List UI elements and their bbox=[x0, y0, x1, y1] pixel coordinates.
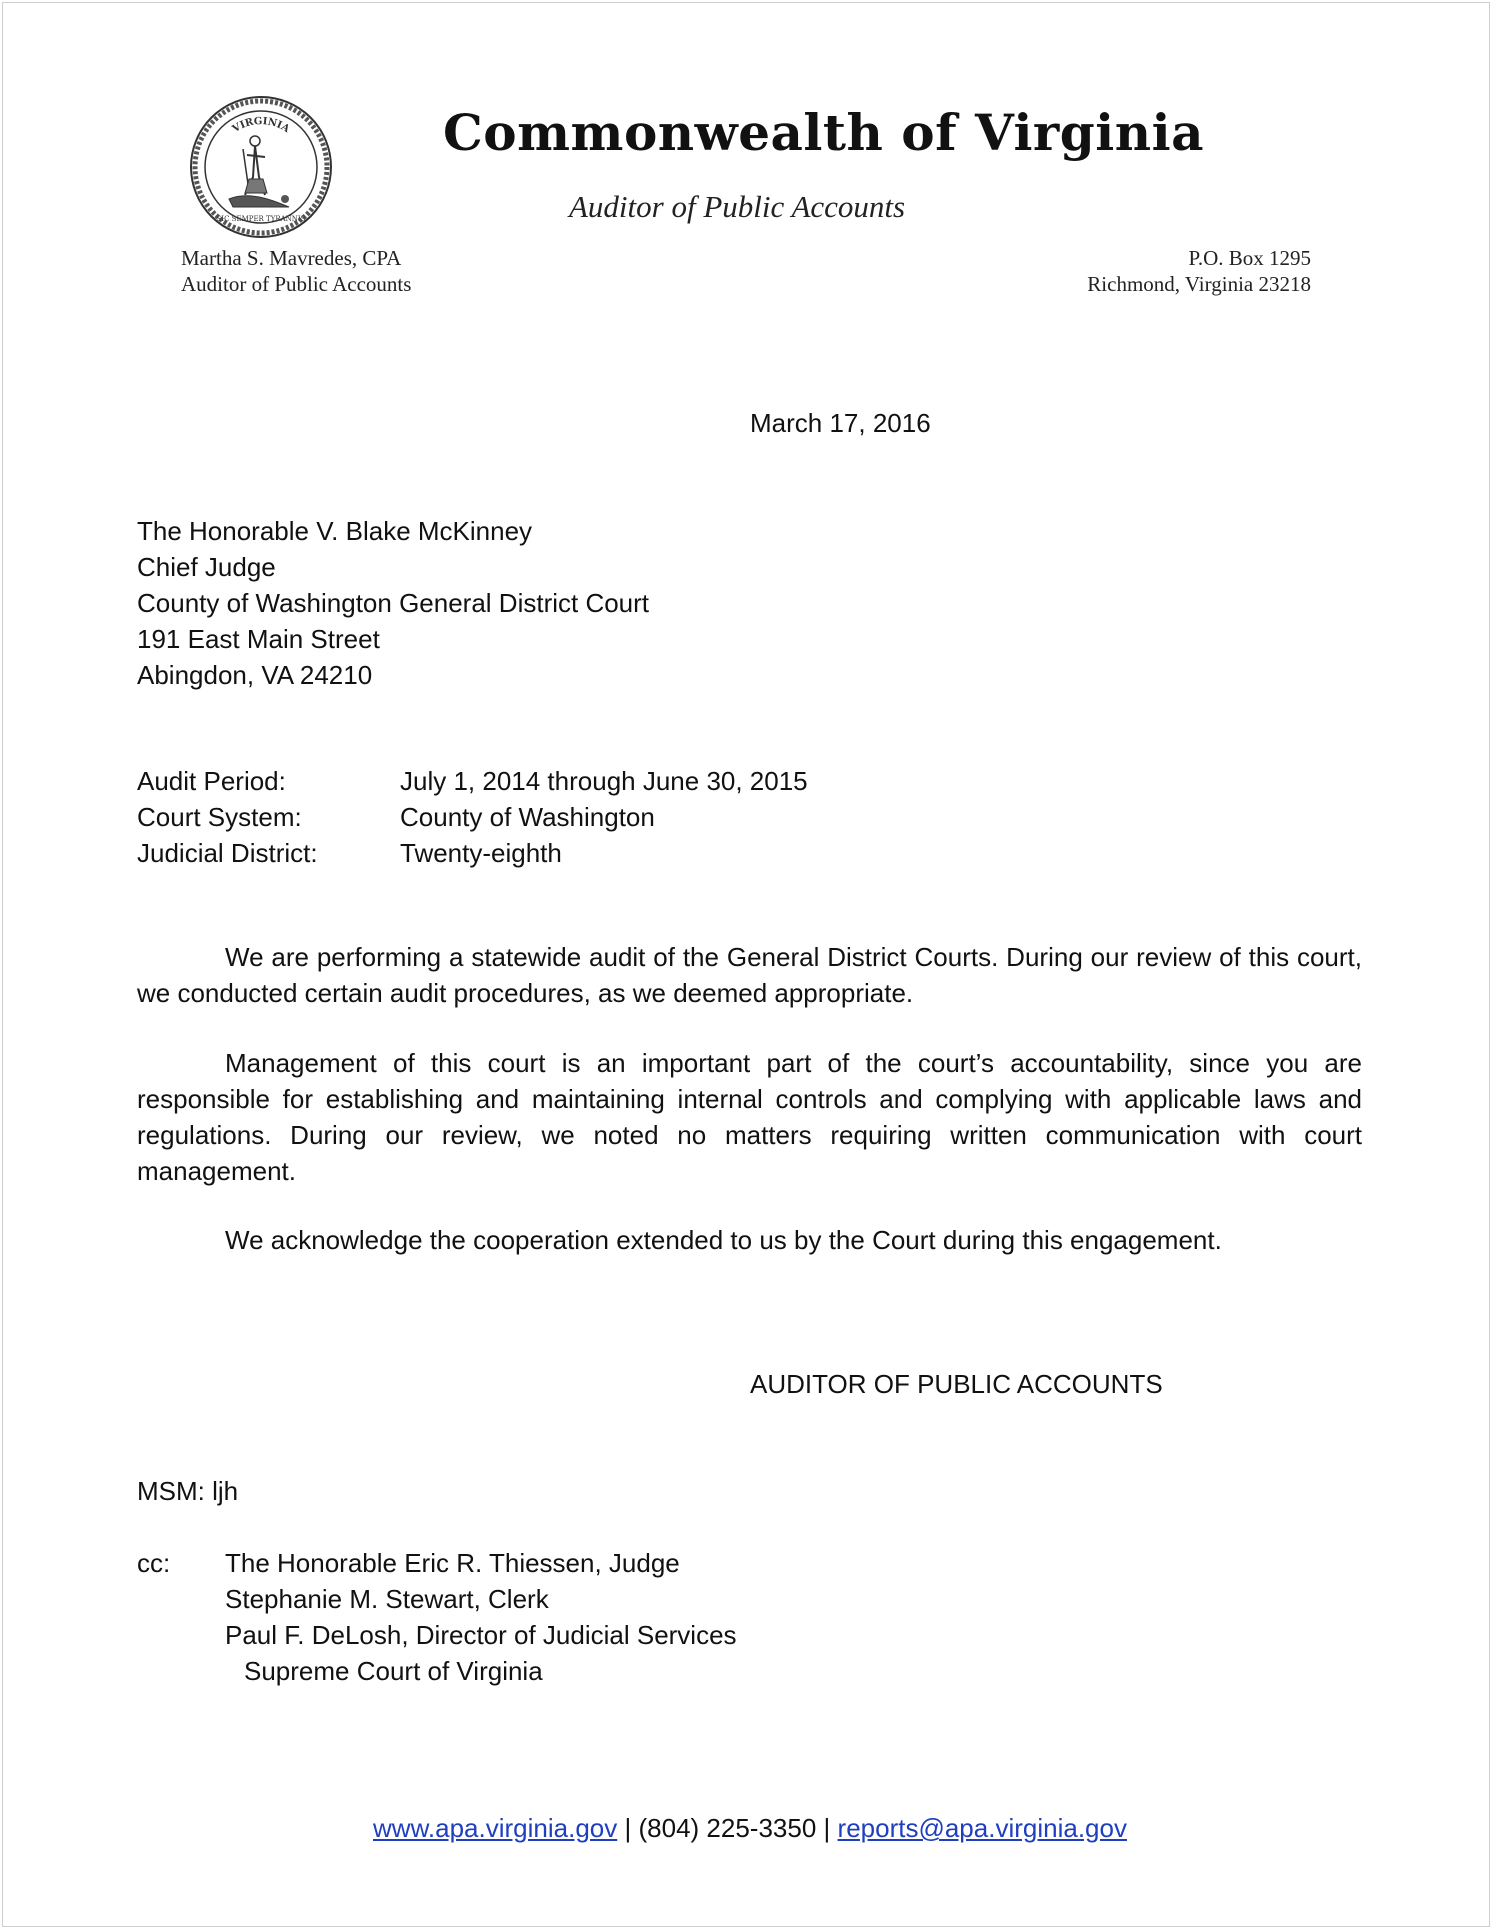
cc-block bbox=[137, 1545, 737, 1689]
virginia-state-seal-icon bbox=[189, 95, 333, 239]
email-link[interactable]: reports@apa.virginia.gov bbox=[837, 1813, 1127, 1843]
audit-info-value: County of Washington bbox=[400, 802, 655, 832]
recipient-line: 191 East Main Street bbox=[137, 624, 380, 654]
footer-separator: | bbox=[624, 1813, 632, 1843]
body-paragraph bbox=[137, 939, 1362, 1011]
cc-recipient: The Honorable Eric R. Thiessen, Judge bbox=[225, 1548, 680, 1578]
reference-initials: MSM: ljh bbox=[137, 1476, 239, 1506]
recipient-line: The Honorable V. Blake McKinney bbox=[137, 516, 533, 546]
cc-recipient: Supreme Court of Virginia bbox=[244, 1656, 543, 1686]
audit-info-row bbox=[137, 799, 808, 835]
city-state-zip: Richmond, Virginia 23218 bbox=[1087, 272, 1311, 296]
audit-info-label: Court System: bbox=[137, 802, 302, 832]
cc-recipient: Paul F. DeLosh, Director of Judicial Services bbox=[225, 1620, 737, 1650]
paragraph-text: We are performing a statewide audit of the General District Courts. During our review of this court, we conducted certain audit procedures, as we deemed appropriate. bbox=[137, 942, 1362, 1008]
svg-text:SIC SEMPER TYRANNIS: SIC SEMPER TYRANNIS bbox=[216, 215, 306, 223]
audit-info-label: Audit Period: bbox=[137, 766, 286, 796]
footer-separator: | bbox=[823, 1813, 831, 1843]
recipient-address bbox=[137, 513, 649, 693]
recipient-line: Abingdon, VA 24210 bbox=[137, 660, 373, 690]
paragraph-text: Management of this court is an important part of the court’s accountability, since you are responsible for establishing and maintaining internal controls and complying with applicable laws and regulations. During our review, we noted no matters requiring written communication with court management. bbox=[137, 1048, 1362, 1186]
po-box: P.O. Box 1295 bbox=[1188, 246, 1311, 270]
letterhead-title: Commonwealth of Virginia bbox=[443, 103, 1204, 162]
recipient-line: County of Washington General District Court bbox=[137, 588, 650, 618]
auditor-name-block bbox=[181, 245, 411, 297]
auditor-name: Martha S. Mavredes, CPA bbox=[181, 246, 402, 270]
body-paragraph bbox=[137, 1045, 1362, 1189]
cc-recipient: Stephanie M. Stewart, Clerk bbox=[225, 1584, 549, 1614]
letter-date: March 17, 2016 bbox=[750, 408, 931, 438]
auditor-title: Auditor of Public Accounts bbox=[181, 272, 412, 296]
letter-page bbox=[2, 2, 1490, 1927]
audit-info-label: Judicial District: bbox=[137, 838, 318, 868]
letterhead-subtitle: Auditor of Public Accounts bbox=[569, 189, 906, 224]
svg-text:VIRGINIA: VIRGINIA bbox=[230, 115, 292, 136]
mailing-address-block bbox=[1087, 245, 1311, 297]
cc-list bbox=[225, 1545, 737, 1689]
audit-info-table bbox=[137, 763, 808, 871]
recipient-line: Chief Judge bbox=[137, 552, 276, 582]
signoff: AUDITOR OF PUBLIC ACCOUNTS bbox=[750, 1369, 1163, 1399]
audit-info-row bbox=[137, 763, 808, 799]
footer-contact bbox=[3, 1810, 1494, 1846]
audit-info-value: Twenty-eighth bbox=[400, 838, 562, 868]
body-paragraph bbox=[137, 1222, 1362, 1258]
website-link[interactable]: www.apa.virginia.gov bbox=[373, 1813, 618, 1843]
audit-info-value: July 1, 2014 through June 30, 2015 bbox=[400, 766, 808, 796]
cc-label: cc: bbox=[137, 1548, 171, 1578]
paragraph-text: We acknowledge the cooperation extended to us by the Court during this engagement. bbox=[225, 1225, 1222, 1255]
audit-info-row bbox=[137, 835, 808, 871]
phone-number: (804) 225-3350 bbox=[638, 1813, 817, 1843]
